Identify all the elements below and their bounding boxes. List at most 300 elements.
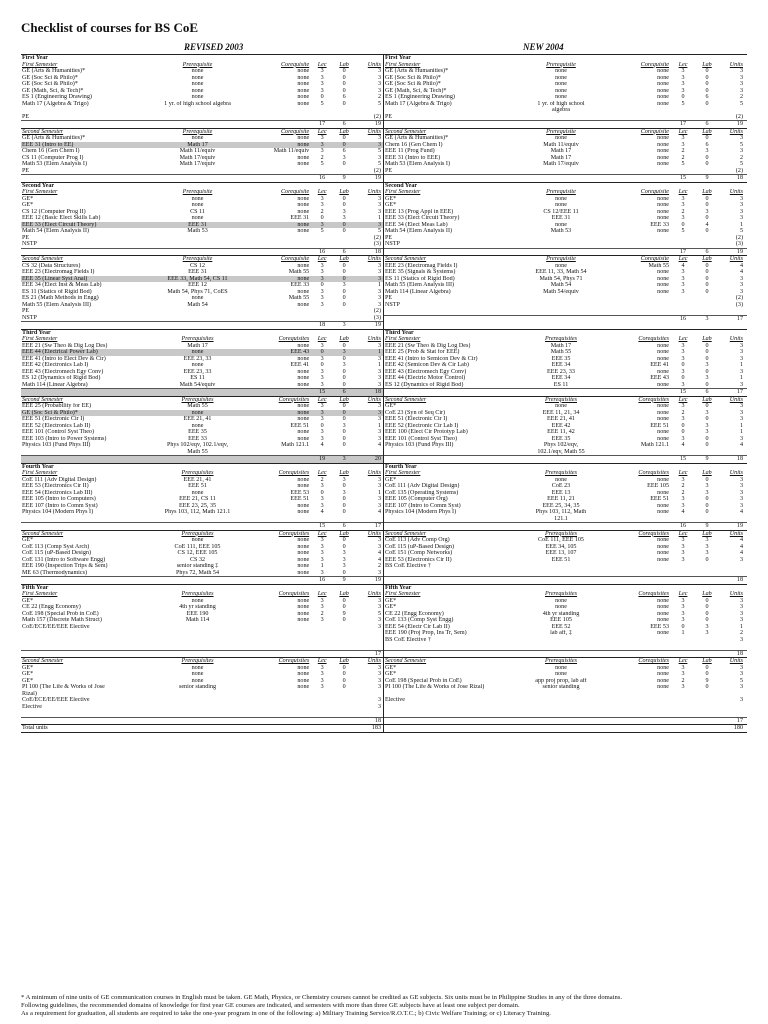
course-cell: 3 bbox=[320, 148, 324, 154]
course-cell: (2) bbox=[373, 234, 381, 241]
semester-total bbox=[384, 522, 747, 530]
course-cell: none bbox=[555, 664, 567, 671]
course-cell bbox=[671, 643, 695, 650]
header-cell: Units bbox=[729, 396, 743, 403]
header-cell: Lec bbox=[678, 530, 688, 537]
course-cell: 2 bbox=[739, 630, 743, 636]
header-cell: Lab bbox=[702, 470, 712, 476]
course-cell: Physics 104 (Modern Phys I) bbox=[22, 509, 94, 515]
course-cell: 3 bbox=[681, 81, 685, 87]
course-cell: 3 bbox=[320, 74, 324, 81]
course-cell: EEE 107 (Intro to Comm Syst) bbox=[385, 502, 461, 509]
left-semester-block bbox=[21, 330, 384, 396]
course-line bbox=[384, 241, 747, 248]
course-cell: BS CoE Elective † bbox=[385, 636, 431, 643]
course-cell: none bbox=[191, 677, 204, 684]
header-cell: Lab bbox=[339, 591, 349, 597]
course-cell: none bbox=[657, 202, 669, 208]
header-cell: Units bbox=[367, 189, 381, 195]
course-cell: 3 bbox=[320, 416, 324, 422]
course-cell: 1 bbox=[377, 362, 381, 368]
course-cell: 0 bbox=[342, 355, 346, 362]
course-cell: none bbox=[657, 429, 669, 435]
course-cell: 0 bbox=[320, 349, 324, 355]
course-cell: 0 bbox=[342, 342, 346, 349]
total-cell: 19 bbox=[374, 121, 381, 127]
course-cell: none bbox=[555, 262, 567, 269]
header-cell: Lec bbox=[678, 128, 688, 135]
course-cell: 0 bbox=[705, 161, 709, 167]
total-cell: 18 bbox=[736, 650, 743, 657]
course-cell: EEE 190 (Inspection Trips & Sem) bbox=[22, 563, 108, 569]
course-cell bbox=[609, 168, 671, 175]
course-cell: 3 bbox=[705, 409, 709, 416]
header-cell: Corequisites bbox=[638, 591, 669, 597]
total-cell: 16 bbox=[679, 315, 687, 322]
course-cell: 3 bbox=[377, 623, 381, 630]
course-cell: EEE 21, 41 bbox=[183, 476, 212, 483]
course-cell: Math 11/equiv bbox=[543, 141, 579, 148]
course-cell: 0 bbox=[320, 215, 324, 221]
course-cell: 3 bbox=[377, 697, 381, 703]
course-cell: none bbox=[297, 202, 310, 208]
course-cell: 3 bbox=[705, 543, 709, 550]
year-heading: First Year bbox=[385, 55, 411, 61]
course-cell: 2 bbox=[377, 563, 381, 569]
course-cell: 3 bbox=[342, 208, 346, 215]
course-cell: GE* bbox=[22, 664, 34, 671]
course-cell: Physics 103 (Fund Phys III) bbox=[385, 442, 454, 448]
total-cell: 9 bbox=[342, 577, 346, 583]
course-cell: 0 bbox=[705, 87, 709, 94]
course-cell bbox=[609, 308, 671, 315]
course-cell: 3 bbox=[320, 262, 324, 269]
course-cell: 3 bbox=[320, 221, 324, 228]
course-cell bbox=[355, 643, 383, 650]
course-cell: 3 bbox=[377, 355, 381, 362]
course-cell: EEE 23, 25, 35 bbox=[178, 502, 217, 509]
course-cell: 3 bbox=[377, 375, 381, 381]
course-cell: none bbox=[191, 202, 204, 208]
course-cell bbox=[671, 308, 695, 315]
course-cell: Math 114 (Linear Algebra) bbox=[385, 288, 451, 295]
course-cell bbox=[311, 449, 333, 456]
course-cell bbox=[311, 315, 333, 322]
course-cell bbox=[333, 516, 355, 523]
course-cell: EEE 43 bbox=[650, 375, 669, 381]
course-cell: 3 bbox=[320, 141, 324, 148]
course-cell: ES 11 bbox=[553, 381, 569, 388]
course-cell: EEE 31 bbox=[551, 215, 571, 221]
total-cell: 3 bbox=[342, 456, 346, 462]
course-cell: 3 bbox=[320, 269, 324, 275]
header-cell: Lec bbox=[317, 189, 327, 195]
course-cell: Math 11/equiv bbox=[273, 148, 310, 154]
header-cell: Corequisites bbox=[278, 591, 310, 597]
course-cell: 3 bbox=[377, 301, 381, 308]
course-cell: 0 bbox=[705, 195, 709, 202]
header-cell: Lab bbox=[339, 189, 349, 195]
total-units-right bbox=[384, 725, 747, 732]
course-cell: 4 bbox=[705, 221, 709, 228]
total-cell: 9 bbox=[705, 456, 709, 462]
semester-total bbox=[21, 455, 383, 463]
semester-total bbox=[384, 388, 747, 396]
footnotes bbox=[21, 994, 747, 1019]
course-cell: 3 bbox=[342, 489, 346, 496]
course-cell: none bbox=[191, 94, 204, 100]
course-cell: Math 55 bbox=[550, 349, 572, 355]
course-cell: Elective bbox=[22, 703, 42, 710]
course-cell: none bbox=[657, 502, 669, 509]
course-cell: (3) bbox=[373, 314, 381, 321]
course-cell: none bbox=[555, 597, 567, 604]
course-cell: none bbox=[555, 403, 567, 409]
course-cell: 3 bbox=[377, 476, 381, 483]
header-cell: Corequisite bbox=[280, 61, 310, 68]
course-cell: PE bbox=[22, 167, 30, 174]
course-cell: 1 bbox=[377, 215, 381, 221]
course-cell: PE bbox=[385, 167, 393, 174]
course-cell: none bbox=[297, 262, 310, 269]
course-cell bbox=[245, 449, 311, 456]
course-cell: EEE 53 (Electronics Cir II) bbox=[22, 483, 89, 489]
course-cell: 3 bbox=[739, 610, 743, 617]
course-cell: 3 bbox=[377, 604, 381, 610]
course-cell: 1 bbox=[320, 563, 324, 569]
course-cell: 5 bbox=[377, 228, 381, 234]
course-cell: 3 bbox=[681, 349, 685, 355]
course-cell: EEE 41 bbox=[290, 362, 310, 368]
course-cell: 0 bbox=[342, 671, 346, 677]
course-cell: EEE 23 (Electromag Fields I) bbox=[22, 269, 95, 275]
course-cell: 3 bbox=[705, 362, 709, 368]
header-cell: Second Semester bbox=[22, 658, 64, 664]
course-cell: 3 bbox=[739, 636, 743, 643]
course-cell: 3 bbox=[681, 135, 685, 141]
left-semester-block bbox=[21, 464, 384, 530]
course-cell: none bbox=[657, 154, 669, 161]
course-cell: none bbox=[191, 537, 204, 543]
total-cell: 6 bbox=[342, 248, 346, 255]
course-cell: 0 bbox=[342, 677, 346, 684]
header-cell: Corequisites bbox=[278, 470, 310, 476]
course-cell: 3 bbox=[681, 381, 685, 388]
course-cell: none bbox=[297, 550, 310, 556]
course-cell: 0 bbox=[342, 617, 346, 623]
course-cell bbox=[384, 308, 513, 315]
course-cell: none bbox=[297, 141, 310, 148]
course-cell: 0 bbox=[681, 375, 685, 381]
header-cell: First Semester bbox=[385, 61, 421, 68]
right-semester-block bbox=[384, 183, 747, 256]
course-cell: 3 bbox=[739, 671, 743, 677]
course-cell bbox=[355, 516, 383, 523]
header-cell: Units bbox=[367, 530, 381, 537]
course-cell: ES 21 (Math Methods in Engg) bbox=[22, 295, 99, 301]
course-cell: 0 bbox=[705, 275, 709, 282]
course-cell: (2) bbox=[373, 308, 381, 314]
right-semester-block bbox=[384, 658, 747, 724]
course-cell bbox=[695, 114, 719, 121]
header-cell: Lab bbox=[702, 396, 712, 403]
course-cell: none bbox=[657, 74, 669, 81]
course-cell: 3 bbox=[320, 202, 324, 208]
course-cell bbox=[719, 449, 745, 456]
course-cell: none bbox=[191, 664, 204, 671]
course-cell: (2) bbox=[735, 167, 743, 174]
course-cell: 2 bbox=[681, 489, 685, 496]
course-cell: none bbox=[657, 148, 669, 154]
header-cell: Lab bbox=[339, 61, 349, 68]
course-cell: Math 54, Phys 71 bbox=[539, 275, 583, 282]
total-cell: 18 bbox=[736, 456, 743, 462]
course-cell: (3) bbox=[735, 241, 743, 247]
course-cell: none bbox=[191, 68, 204, 74]
course-cell: 3 bbox=[377, 154, 381, 161]
header-cell: Prerequisites bbox=[181, 658, 214, 664]
course-cell: 0 bbox=[705, 262, 709, 269]
right-semester-block bbox=[384, 256, 747, 329]
course-cell: 0 bbox=[342, 228, 346, 234]
course-cell: 0 bbox=[342, 403, 346, 409]
course-cell: Math 55 bbox=[288, 295, 310, 301]
course-cell bbox=[311, 643, 333, 650]
course-cell: 0 bbox=[342, 221, 346, 228]
course-cell: 0 bbox=[705, 368, 709, 375]
course-cell bbox=[355, 710, 383, 717]
course-cell: none bbox=[297, 502, 310, 509]
course-cell: EEE 52 (Electronic Cir Lab I) bbox=[385, 422, 459, 429]
course-cell: 0 bbox=[342, 509, 346, 515]
course-cell: 0 bbox=[705, 228, 709, 234]
course-cell: 0 bbox=[342, 202, 346, 208]
course-cell: 0 bbox=[320, 422, 324, 429]
course-cell: 0 bbox=[705, 215, 709, 221]
course-cell: 3 bbox=[739, 368, 743, 375]
course-cell bbox=[311, 168, 333, 175]
header-cell: Lec bbox=[317, 470, 327, 476]
year-heading: Second Year bbox=[385, 182, 418, 189]
course-cell: none bbox=[191, 597, 204, 604]
header-cell: Second Semester bbox=[22, 128, 64, 135]
course-cell: 9 bbox=[342, 610, 346, 617]
course-cell: 0 bbox=[705, 288, 709, 295]
course-cell: 0 bbox=[705, 671, 709, 677]
course-cell: 3 bbox=[320, 429, 324, 435]
course-cell: 3 bbox=[739, 282, 743, 288]
header-cell: Units bbox=[729, 189, 743, 195]
course-cell: Math 53 (Elem Analysis I) bbox=[385, 161, 450, 167]
total-cell: 16 bbox=[679, 523, 687, 529]
course-cell: Chem 16 (Gen Chem I) bbox=[385, 141, 443, 148]
total-cell: 20 bbox=[374, 456, 381, 462]
course-cell: none bbox=[657, 550, 669, 556]
course-cell: none bbox=[297, 563, 310, 569]
header-cell: Corequisites bbox=[278, 396, 310, 403]
total-units-line bbox=[21, 725, 383, 732]
course-cell: Math 17 (Algebra & Trigo) bbox=[385, 100, 452, 107]
course-cell: 3 bbox=[739, 81, 743, 87]
course-cell: 3 bbox=[739, 483, 743, 489]
course-cell: Math 121.1 bbox=[281, 442, 310, 448]
course-cell: EEE 107 (Intro to Comm Syst) bbox=[22, 502, 98, 509]
course-cell bbox=[671, 570, 695, 577]
course-cell: GE (Math, Sci, & Tech)* bbox=[22, 87, 84, 94]
course-cell: none bbox=[297, 569, 310, 576]
course-cell: Math 17 bbox=[187, 342, 208, 349]
course-cell: 2 bbox=[320, 610, 324, 617]
course-cell: 4 bbox=[681, 442, 685, 448]
course-cell bbox=[21, 516, 150, 523]
header-cell: Lab bbox=[702, 336, 712, 342]
course-cell: 3 bbox=[739, 135, 743, 141]
course-cell: GE (Arts & Humanities)* bbox=[22, 68, 86, 74]
course-cell: 3 bbox=[739, 604, 743, 610]
course-cell: 3 bbox=[377, 429, 381, 435]
course-cell: 3 bbox=[320, 537, 324, 543]
semester-total bbox=[21, 248, 383, 256]
course-cell: app proj prop, lab aff bbox=[535, 677, 587, 684]
course-cell bbox=[333, 315, 355, 322]
course-cell: none bbox=[297, 288, 310, 295]
course-cell: 3 bbox=[377, 135, 381, 141]
course-cell: GE* bbox=[385, 476, 397, 483]
course-cell: EEE 21 (Sw Theo & Dig Log Des) bbox=[22, 342, 108, 349]
course-cell: 0 bbox=[320, 489, 324, 496]
total-cell: 3 bbox=[705, 315, 709, 322]
course-cell: 3 bbox=[377, 409, 381, 416]
course-cell: CoE 23 bbox=[551, 483, 571, 489]
course-cell: EEE 100 (Elect Cir Prototyp Lab) bbox=[385, 429, 468, 435]
course-cell: none bbox=[657, 342, 669, 349]
course-cell: CS 32 bbox=[189, 556, 206, 563]
course-cell: 5 bbox=[320, 228, 324, 234]
course-cell: 3 bbox=[681, 435, 685, 442]
course-cell: 1 bbox=[377, 489, 381, 496]
header-cell: Lec bbox=[678, 470, 688, 476]
total-cell: 19 bbox=[736, 523, 743, 529]
course-cell: 3 bbox=[377, 617, 381, 623]
course-cell: none bbox=[657, 381, 669, 388]
total-cell: 18 bbox=[374, 717, 381, 724]
year-heading: Third Year bbox=[385, 329, 414, 336]
semester-total bbox=[384, 455, 747, 463]
course-cell: none bbox=[657, 161, 669, 167]
course-cell: Math 55 bbox=[187, 448, 208, 455]
course-line bbox=[21, 570, 383, 577]
course-cell: EEE 33 bbox=[290, 282, 310, 288]
course-cell: none bbox=[297, 416, 310, 422]
course-cell: 3 bbox=[681, 68, 685, 74]
course-cell: EEE 35 (Linear Syst Anal) bbox=[22, 275, 88, 282]
header-cell: First Semester bbox=[22, 336, 58, 342]
course-cell bbox=[719, 516, 745, 523]
course-cell: 3 bbox=[681, 368, 685, 375]
course-cell: 3 bbox=[377, 483, 381, 489]
course-cell: 0 bbox=[342, 409, 346, 416]
course-cell bbox=[333, 710, 355, 717]
course-cell: none bbox=[297, 429, 310, 435]
course-cell: EEE 23, 33 bbox=[547, 368, 575, 375]
course-cell: none bbox=[191, 349, 204, 355]
semester-total bbox=[21, 717, 383, 725]
course-cell: Math 17/equiv bbox=[543, 161, 579, 167]
course-cell: none bbox=[191, 295, 204, 301]
course-cell: 3 bbox=[681, 556, 685, 563]
course-cell: 0 bbox=[342, 604, 346, 610]
total-cell: 18 bbox=[374, 389, 381, 395]
course-cell bbox=[245, 643, 311, 650]
course-cell bbox=[150, 241, 246, 248]
course-cell: 5 bbox=[739, 141, 743, 148]
header-cell: Lec bbox=[317, 128, 327, 135]
course-cell: 3 bbox=[377, 543, 381, 550]
left-semester-block bbox=[21, 531, 384, 584]
header-cell: Lec bbox=[317, 256, 327, 262]
total-cell: 15 bbox=[679, 175, 687, 181]
course-cell: none bbox=[555, 221, 567, 228]
course-cell: 3 bbox=[681, 610, 685, 617]
course-cell bbox=[719, 710, 745, 717]
course-cell: 3 bbox=[739, 617, 743, 623]
course-cell: 3 bbox=[342, 282, 346, 288]
course-cell: EEE 13 bbox=[551, 489, 571, 496]
course-cell bbox=[355, 449, 383, 456]
header-cell: First Semester bbox=[22, 61, 58, 68]
course-cell: EEE 53 bbox=[290, 489, 310, 496]
course-cell: CoE 115 (uP-Based Design) bbox=[22, 550, 91, 556]
page-title: Checklist of courses for BS CoE bbox=[21, 20, 199, 35]
course-cell: none bbox=[657, 556, 669, 563]
course-cell: CE 22 (Engg Economy) bbox=[22, 604, 81, 610]
course-cell bbox=[695, 710, 719, 717]
course-cell: none bbox=[555, 476, 567, 483]
course-cell: 3 bbox=[320, 550, 324, 556]
footnote-line: * A minimum of nine units of GE communication courses in English must be taken. GE Math, Physics, or Chemistry courses cannot be credited as GE subjects. Six units must be in Philippine Studies in any of the three domains. bbox=[21, 994, 623, 1001]
spacer bbox=[150, 725, 246, 732]
header-cell: Lec bbox=[678, 61, 688, 68]
course-cell: 6 bbox=[705, 141, 709, 148]
course-cell bbox=[609, 710, 671, 717]
course-cell: CoE 111, EEE 105 bbox=[538, 537, 584, 543]
header-cell: Lec bbox=[317, 336, 327, 342]
course-cell bbox=[245, 710, 311, 717]
course-cell bbox=[695, 308, 719, 315]
course-cell: 3 bbox=[739, 597, 743, 604]
course-cell: 1 bbox=[739, 362, 743, 368]
course-cell: 0 bbox=[705, 556, 709, 563]
course-cell: CoE 198 (Special Prob in CoE) bbox=[22, 610, 99, 617]
course-cell: 3 bbox=[739, 556, 743, 563]
course-cell: 4 bbox=[681, 509, 685, 515]
course-cell: none bbox=[297, 664, 310, 671]
course-cell bbox=[150, 114, 246, 121]
course-cell: 0 bbox=[681, 429, 685, 435]
course-cell: 3 bbox=[739, 275, 743, 282]
course-cell: none bbox=[297, 671, 310, 677]
total-cell bbox=[311, 651, 333, 658]
course-cell: 4th yr standing bbox=[179, 604, 216, 610]
course-cell: 3 bbox=[377, 195, 381, 202]
header-cell: Corequisites bbox=[638, 336, 669, 342]
course-cell: 3 bbox=[377, 368, 381, 375]
header-cell: Units bbox=[367, 128, 381, 135]
semester-row bbox=[21, 463, 747, 530]
course-cell: 3 bbox=[739, 435, 743, 442]
course-cell: none bbox=[191, 215, 204, 221]
course-cell: none bbox=[297, 381, 310, 388]
